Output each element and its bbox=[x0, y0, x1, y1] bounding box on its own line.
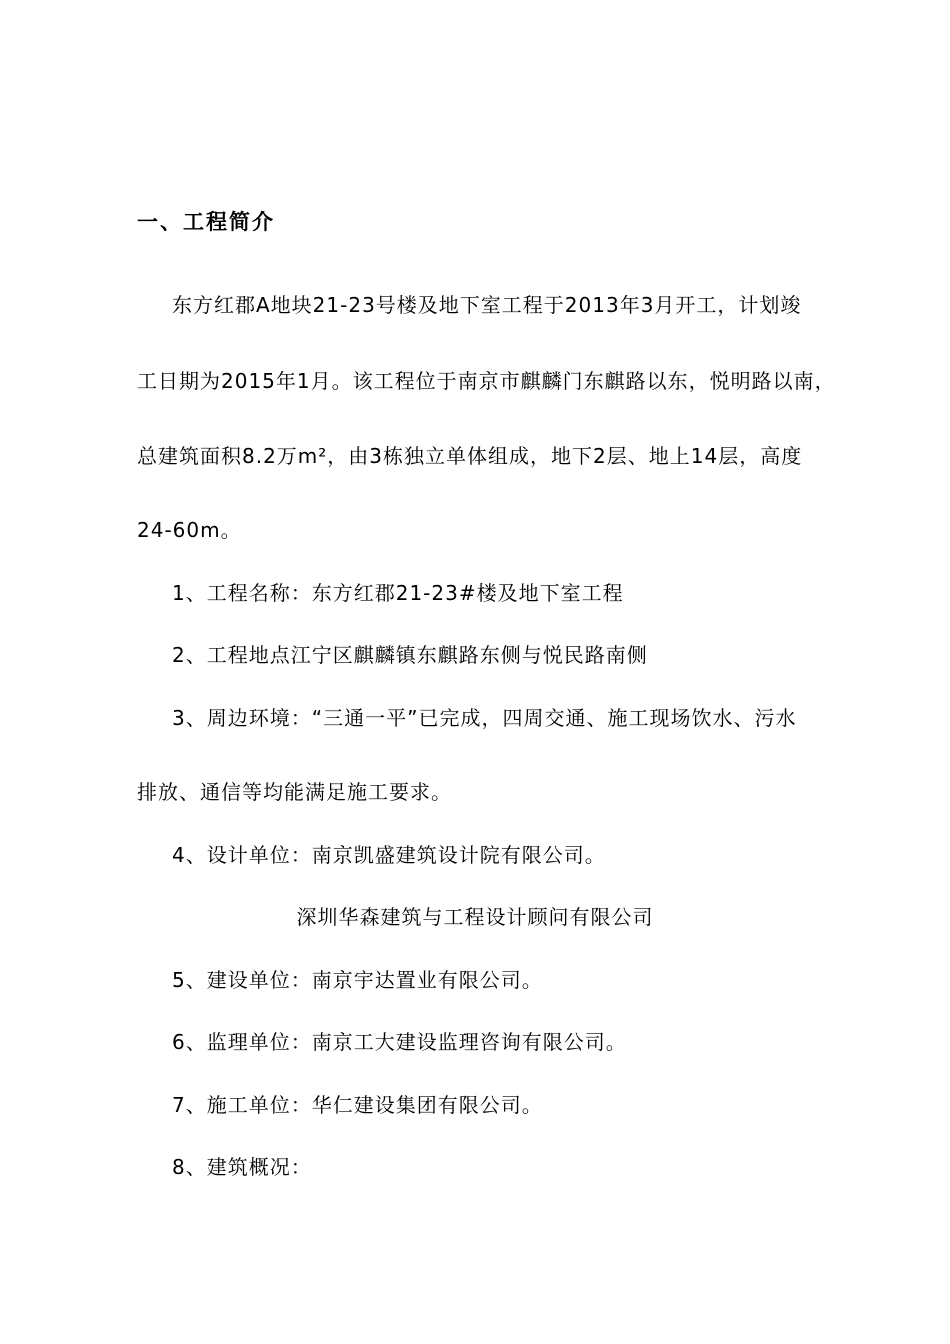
item-contractor: 7、施工单位：华仁建设集团有限公司。 bbox=[172, 1093, 543, 1117]
item-design-unit-2: 深圳华森建筑与工程设计顾问有限公司 bbox=[296, 905, 654, 929]
intro-line-2: 工日期为2015年1月。该工程位于南京市麒麟门东麒路以东，悦明路以南， bbox=[137, 369, 836, 393]
intro-line-3: 总建筑面积8.2万m²，由3栋独立单体组成，地下2层、地上14层，高度 bbox=[137, 444, 803, 468]
item-supervision-unit: 6、监理单位：南京工大建设监理咨询有限公司。 bbox=[172, 1030, 627, 1054]
item-project-name: 1、工程名称：东方红郡21-23#楼及地下室工程 bbox=[172, 581, 624, 605]
item-building-overview: 8、建筑概况： bbox=[172, 1155, 312, 1179]
section-title: 一、工程简介 bbox=[137, 210, 275, 234]
item-construction-owner: 5、建设单位：南京宇达置业有限公司。 bbox=[172, 968, 543, 992]
item-environment-line-1: 3、周边环境：“三通一平”已完成，四周交通、施工现场饮水、污水 bbox=[172, 706, 797, 730]
item-design-unit: 4、设计单位：南京凯盛建筑设计院有限公司。 bbox=[172, 843, 606, 867]
item-location: 2、工程地点江宁区麒麟镇东麒路东侧与悦民路南侧 bbox=[172, 643, 648, 667]
intro-line-4: 24-60m。 bbox=[137, 518, 242, 542]
intro-line-1: 东方红郡A地块21-23号楼及地下室工程于2013年3月开工，计划竣 bbox=[172, 293, 802, 317]
item-environment-line-2: 排放、通信等均能满足施工要求。 bbox=[137, 780, 452, 804]
